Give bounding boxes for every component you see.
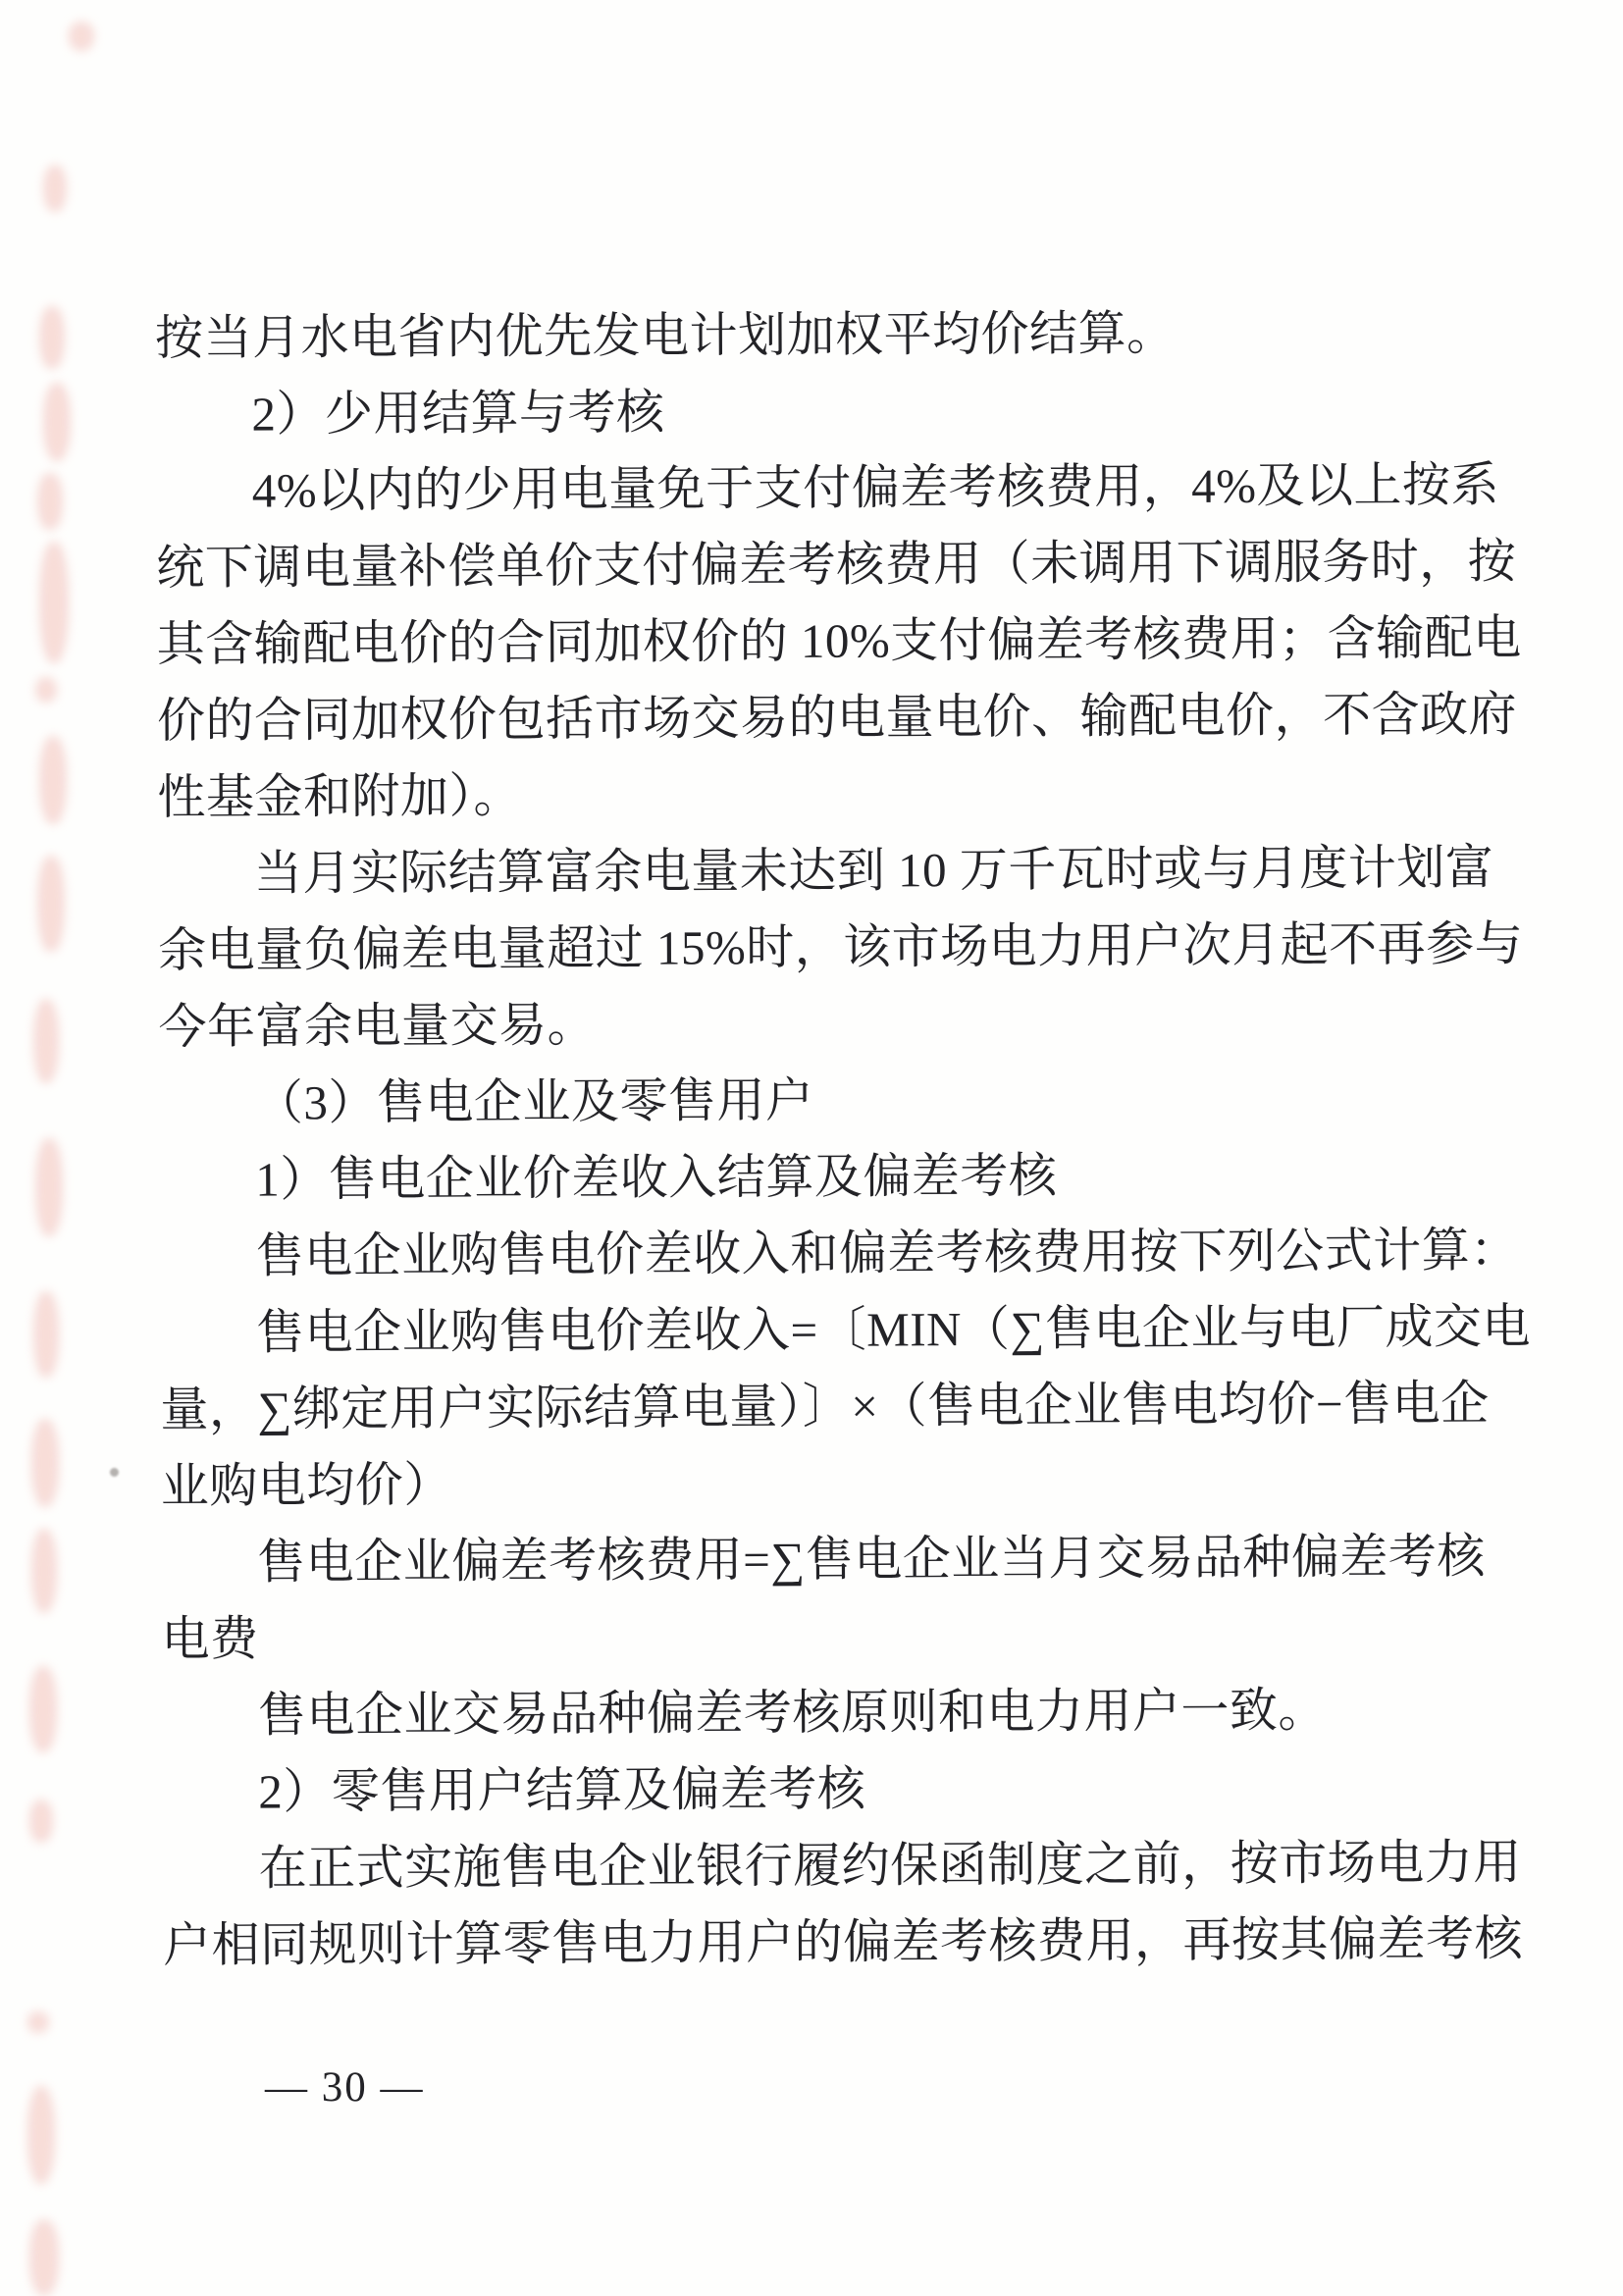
text-line: 售电企业购售电价差收入=〔MIN（∑售电企业与电厂成交电: [255, 1299, 1532, 1360]
scan-artifact: [29, 1666, 57, 1752]
text-line: 2）零售用户结算及偏差考核: [258, 1761, 866, 1819]
text-line: （3）售电企业及零售用户: [254, 1072, 814, 1130]
scan-artifact: [37, 856, 65, 952]
text-line: 量，∑绑定用户实际结算电量）〕×（售电企业售电均价−售电企: [160, 1376, 1490, 1437]
text-line: 1）售电企业价差收入结算及偏差考核: [255, 1148, 1058, 1207]
text-line: 售电企业交易品种偏差考核原则和电力用户一致。: [257, 1683, 1328, 1743]
page-number: — 30 —: [265, 2064, 425, 2111]
text-line: 价的合同加权价包括市场交易的电量电价、输配电价，不含政府: [156, 687, 1518, 749]
text-line: 业购电均价）: [160, 1457, 452, 1514]
text-line: 4%以内的少用电量免于支付偏差考核费用，4%及以上按系: [251, 457, 1500, 518]
scan-artifact: [29, 2219, 59, 2296]
scan-artifact: [39, 542, 69, 663]
scan-artifact: [33, 999, 59, 1083]
text-line: 余电量负偏差电量超过 15%时，该市场电力用户次月起不再参与: [158, 916, 1524, 978]
text-line: 其含输配电价的合同加权价的 10%支付偏差考核费用；含输配电: [156, 610, 1522, 672]
scan-artifact: [69, 22, 94, 51]
scan-artifact: [39, 306, 65, 369]
scan-artifact: [33, 1291, 59, 1378]
scan-artifact: [37, 473, 63, 530]
scan-artifact: [43, 165, 67, 212]
scan-artifact: [31, 1419, 59, 1507]
text-line: 售电企业购售电价差收入和偏差考核费用按下列公式计算：: [255, 1223, 1519, 1283]
scan-artifact: [35, 1138, 63, 1236]
scan-artifact: [35, 677, 57, 703]
text-line: 统下调电量补偿单价支付偏差考核费用（未调用下调服务时，按: [156, 534, 1517, 596]
text-line: 在正式实施售电企业银行履约保函制度之前，按市场电力用: [258, 1835, 1522, 1896]
text-line: 售电企业偏差考核费用=∑售电企业当月交易品种偏差考核: [257, 1529, 1486, 1590]
scan-artifact: [31, 1529, 57, 1613]
scan-artifact: [27, 2086, 55, 2184]
scan-artifact: [39, 736, 67, 824]
text-line: 当月实际结算富余电量未达到 10 万千瓦时或与月度计划富: [253, 840, 1494, 901]
text-line: 户相同规则计算零售电力用户的偏差考核费用，再按其偏差考核: [162, 1911, 1524, 1973]
text-line: 按当月水电省内优先发电计划加权平均价结算。: [154, 306, 1176, 366]
text-line: 性基金和附加）。: [157, 768, 523, 825]
scan-speck: [110, 1468, 119, 1477]
scan-artifact: [29, 1800, 53, 1843]
text-line: 今年富余电量交易。: [158, 997, 597, 1055]
document-text-block: [154, 293, 1532, 1984]
scan-artifact: [27, 2011, 49, 2033]
text-line: 电费: [161, 1611, 259, 1667]
scan-artifact: [43, 383, 71, 461]
text-line: 2）少用结算与考核: [251, 385, 665, 442]
